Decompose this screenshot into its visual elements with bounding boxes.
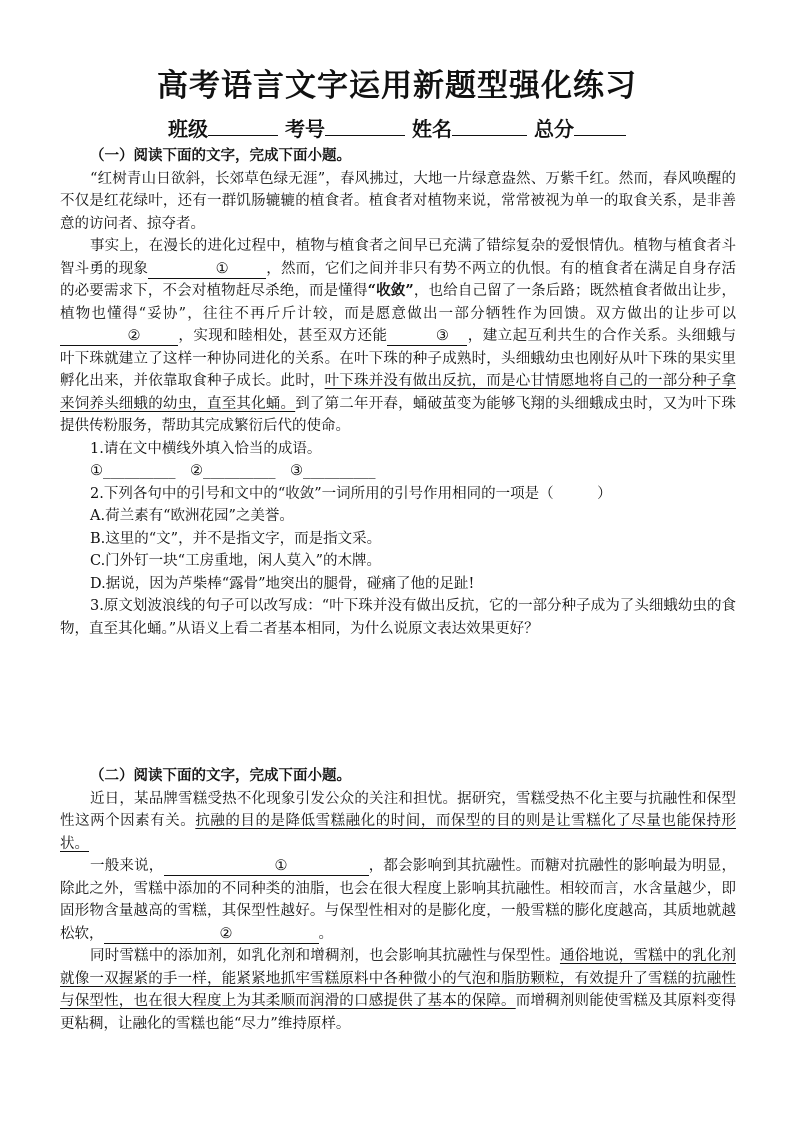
- question-2: 2.下列各句中的引号和文中的“收敛”一词所用的引号作用相同的一项是（ ）: [90, 485, 612, 502]
- s2-underlined-sentence-2: 通俗地说，雪糕中的乳化剂就像一双握紧的手一样，能紧紧地抓牢雪糕原料中各种微小的气泡和脂肪颗粒，有效提升了雪糕的抗融性与保型性，也在很大程度上为其柔顺而润滑的口感提供了基本的保障。: [60, 948, 736, 1009]
- fill-blank-1[interactable]: ①: [148, 261, 266, 279]
- s2-underlined-sentence-1: 抗融的目的是降低雪糕融化的时间，而保型的目的则是让雪糕化了尽量也能保持形状。: [60, 813, 737, 852]
- s2-paragraph-2: [60, 855, 736, 945]
- class-blank[interactable]: [208, 117, 278, 136]
- number-blank[interactable]: [325, 117, 405, 136]
- question-2-option-a: A.荷兰素有“欧洲花园”之美誉。: [90, 508, 294, 524]
- s1-p2-text-a: 事实上，在漫长的进化过程中，植物与植食者之间早已充满了错综复杂的爱恨情仇。植物与植食者斗智斗勇的现象: [60, 238, 736, 277]
- fill-blank-3[interactable]: ③: [387, 328, 467, 346]
- section-one: [60, 145, 736, 640]
- s2-paragraph-1: [60, 788, 736, 856]
- answer-blank-1[interactable]: ①__________: [90, 463, 176, 479]
- s2-p2-text-a: 一般来说，: [90, 858, 164, 874]
- fill-blank-2[interactable]: ②: [60, 328, 178, 346]
- question-2-option-c: C.门外钉一块“工房重地，闲人莫入”的木牌。: [90, 553, 382, 569]
- s2-p1-text: 近日，某品牌雪糕受热不化现象引发公众的关注和担忧。据研究，雪糕受热不化主要与抗融性和保型性这两个因素有关。: [60, 790, 736, 829]
- s1-p2-text-d: ，实现和睦相处，甚至双方还能: [178, 328, 388, 344]
- s2-p3-text-b: 而增稠剂则能使雪糕及其原料变得更粘稠，让融化的雪糕也能“尽力”维持原样。: [60, 993, 737, 1032]
- number-label: 考号: [285, 117, 326, 141]
- s2-fill-blank-1[interactable]: ①: [164, 858, 369, 876]
- name-label: 姓名: [411, 117, 452, 141]
- s1-p2-text-b: ，然而，它们之间并非只有势不两立的仇恨。有的植食者在满足自身存活的必要需求下，不会对植物赶尽杀绝，而是懂得: [60, 260, 737, 299]
- shoulian-quote: “收敛”: [367, 282, 414, 299]
- s1-p2-text-f: 到了第二年开春，蛹破茧变为能够飞翔的头细蛾成虫时，又为叶下珠提供传粉服务，帮助其完成繁衍后代的使命。: [60, 395, 737, 434]
- section-two: [60, 765, 736, 1035]
- s1-p2-text-c: ，也给自己留了一条后路；既然植食者做出让步，植物也懂得“妥协”，往往不再斤斤计较，而是愿意做出一部分牺牲作为回馈。双方做出的让步可以: [60, 283, 736, 322]
- section-one-heading: （一）阅读下面的文字，完成下面小题。: [90, 147, 351, 164]
- s2-p2-text-c: 。: [318, 925, 333, 942]
- question-3: 3.原文划波浪线的句子可以改写成：“叶下珠并没有做出反抗，它的一部分种子成为了头细蛾幼虫的食物，直至其化蛹。”从语义上看二者基本相同，为什么说原文表达效果更好？: [60, 598, 736, 637]
- student-info-line: [0, 113, 794, 142]
- page-title: 高考语言文字运用新题型强化练习: [157, 68, 637, 104]
- question-1-blanks: [60, 460, 736, 483]
- s2-paragraph-3: [60, 945, 736, 1035]
- s1-paragraph-2: [60, 235, 736, 438]
- score-blank[interactable]: [574, 117, 626, 136]
- answer-blank-3[interactable]: ③__________: [290, 463, 376, 479]
- question-2-option-b: B.这里的“文”，并不是指文字，而是指文采。: [90, 530, 382, 547]
- section-two-heading: （二）阅读下面的文字，完成下面小题。: [90, 767, 351, 784]
- s2-fill-blank-2[interactable]: ②: [104, 926, 319, 944]
- wavy-underlined-sentence: 叶下珠并没有做出反抗，而是心甘情愿地将自己的一部分种子拿来饲养头细蛾的幼虫，直至其化蛹。: [60, 373, 737, 412]
- s1-p2-text-e: ，建立起互利共生的合作关系。头细蛾与叶下珠就建立了这样一种协同进化的关系。在叶下珠的种子成熟时，头细蛾幼虫也刚好从叶下珠的果实里孵化出来，并依靠取食种子成长。此时，: [60, 328, 737, 389]
- class-label: 班级: [168, 117, 209, 141]
- name-blank[interactable]: [452, 117, 527, 136]
- question-2-option-d: D.据说，因为芦柴棒“露骨”地突出的腿骨，碰痛了他的足趾!: [90, 575, 475, 592]
- score-label: 总分: [533, 117, 574, 141]
- s1-paragraph-1: “红树青山日欲斜，长郊草色绿无涯”，春风拂过，大地一片绿意盎然、万紫千红。然而，春风唤醒的不仅是红花绿叶，还有一群饥肠辘辘的植食者。植食者对植物来说，常常被视为单一的取食关系，是非善意的访问者、掠夺者。: [60, 170, 736, 232]
- question-1: 1.请在文中横线外填入恰当的成语。: [90, 440, 322, 457]
- s2-p3-text-a: 同时雪糕中的添加剂，如乳化剂和增稠剂，也会影响其抗融性与保型性。: [90, 948, 560, 964]
- answer-blank-2[interactable]: ②__________: [190, 463, 276, 479]
- s2-p2-text-b: ，都会影响到其抗融性。而糖对抗融性的影响最为明显，除此之外，雪糕中添加的不同种类的油脂，也会在很大程度上影响其抗融性。相较而言，水含量越少，即固形物含量越高的雪糕，其保型性越好。与保型性相对的是膨化度，一般雪糕的膨化度越高，其质地就越松软，: [60, 858, 736, 942]
